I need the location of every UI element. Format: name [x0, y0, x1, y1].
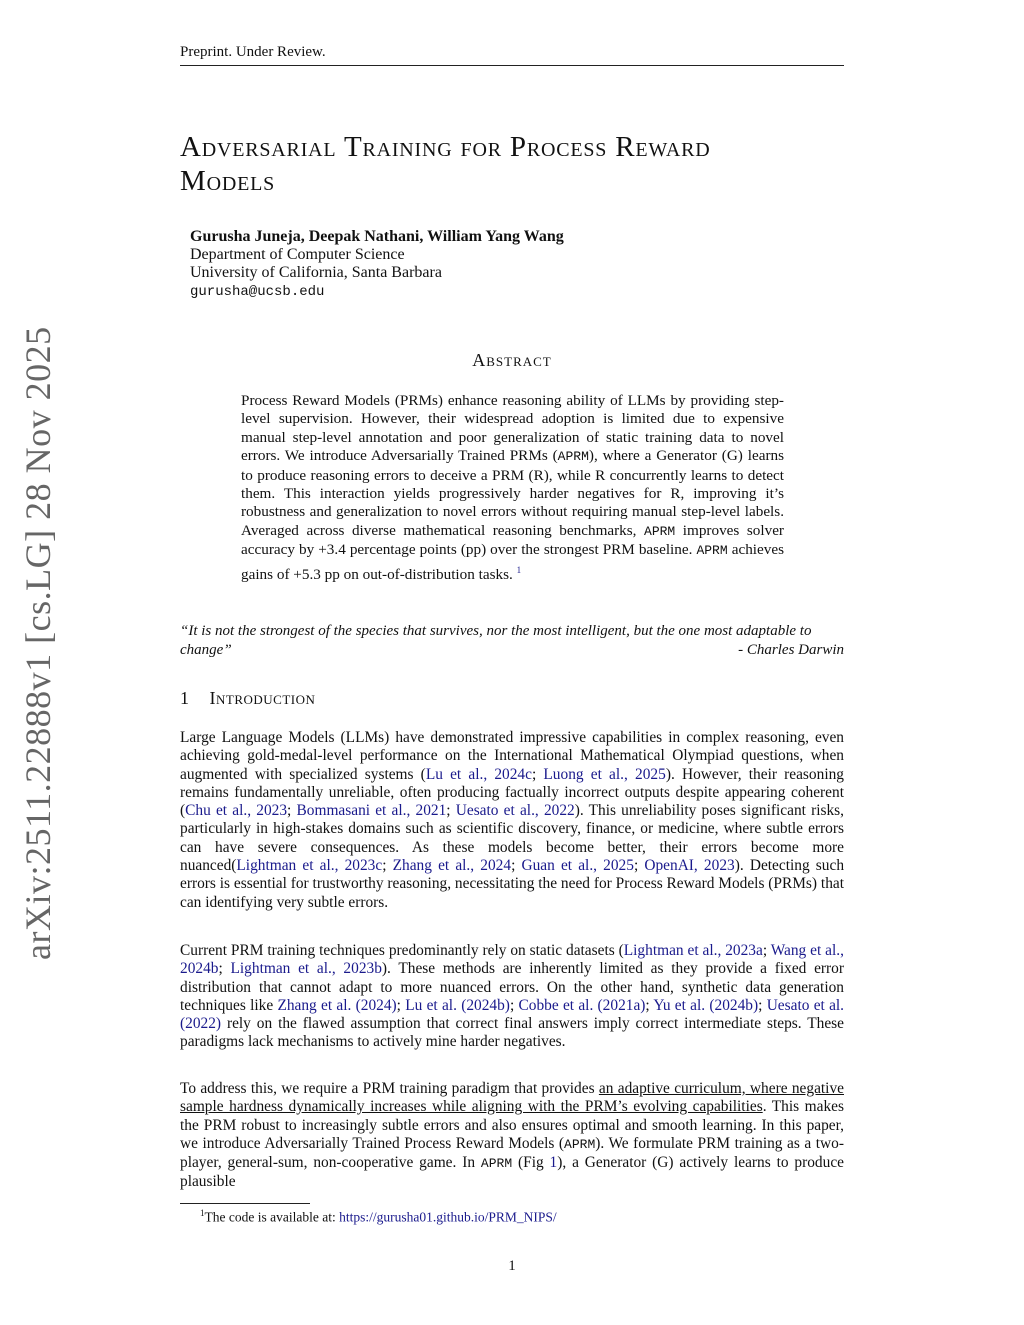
citation-link[interactable]: Luong et al., 2025	[543, 765, 666, 783]
citation-link[interactable]: Zhang et al., 2024	[392, 857, 512, 875]
citation-link[interactable]: Chu et al., 2023	[185, 802, 288, 820]
citation-link[interactable]: Zhang et al. (2024)	[277, 996, 397, 1014]
code-link[interactable]: https://gurusha01.github.io/PRM_NIPS/	[339, 1209, 557, 1225]
body-text: ). However, their reasoning remains fundamentally unreliable, often producing factually incorrect outputs despite appearing coherent (	[180, 765, 844, 820]
citation-link[interactable]: Lu et al., 2024c	[425, 765, 532, 783]
body-text: ;	[645, 996, 654, 1014]
citation-link[interactable]: Bommasani et al., 2021	[296, 802, 447, 820]
body-text: Current PRM training techniques predominantly rely on static datasets (	[180, 942, 624, 959]
body-text: ;	[531, 765, 544, 783]
author-list: Gurusha Juneja, Deepak Nathani, William Yang Wang	[190, 228, 564, 245]
body-text: ;	[382, 857, 393, 875]
intro-paragraph-3	[180, 1080, 844, 1192]
running-header: Preprint. Under Review.	[180, 44, 326, 60]
abstract-text-2: ), where a Generator (G) learns to produce reasoning errors to deceive a PRM (R), while R concurrently learns to detect them. This interaction yields progressively harder negatives for R, improving it’s robustness and generalization to novel errors without requiring manual step-level labels. Averaged across diverse mathematical reasoning benchmarks,	[241, 447, 784, 539]
intro-paragraph-1	[180, 729, 844, 912]
citation-link[interactable]: Lightman et al., 2023c	[236, 857, 383, 875]
underlined-text: an adaptive curriculum, where negative sample hardness dynamically increases while aligning with the PRM’s evolving capabilities	[180, 1080, 844, 1116]
affiliation-university: University of California, Santa Barbara	[190, 264, 442, 281]
body-text: ;	[446, 802, 456, 820]
citation-link[interactable]: Guan et al., 2025	[521, 857, 634, 875]
affiliation-department: Department of Computer Science	[190, 246, 405, 263]
author-email[interactable]: gurusha@ucsb.edu	[190, 284, 325, 300]
citation-link[interactable]: OpenAI, 2023	[644, 857, 735, 875]
citation-link[interactable]: Yu et al. (2024b)	[653, 996, 759, 1014]
section-title: Introduction	[209, 688, 316, 708]
aprm-token: APRM	[480, 1156, 513, 1172]
abstract-text-1: Process Reward Models (PRMs) enhance reasoning ability of LLMs by providing step-level supervision. However, their widespread adoption is limited due to expensive manual step-level annotation and poor generalization of static training data to novel errors. We introduce Adversarially Trained PRMs (	[241, 392, 784, 465]
epigraph-text: “It is not the strongest of the species that survives, nor the most intelligent, but the one most adaptable to change”	[180, 623, 812, 658]
body-text: Large Language Models (LLMs) have demonstrated impressive capabilities in complex reasoning, even achieving gold-medal-level performance on the International Mathematical Olympiad questions, when augmented with specialized systems (	[180, 729, 844, 783]
body-text: rely on the flawed assumption that correct final answers imply correct intermediate steps. These paradigms lack mechanisms to actively mine harder negatives.	[180, 1015, 844, 1051]
body-text: To address this, we require a PRM training paradigm that provides	[180, 1080, 599, 1097]
section-heading	[180, 688, 315, 709]
body-text: ;	[633, 857, 645, 875]
arxiv-stamp: arXiv:2511.22888v1 [cs.LG] 28 Nov 2025	[18, 326, 58, 960]
body-text: . This makes the PRM robust to increasingly subtle errors and also ensures optimal and smooth learning. In this paper, we introduce Adversarially Trained Process Reward Models (	[180, 1098, 844, 1152]
aprm-token: APRM	[696, 543, 728, 559]
citation-link[interactable]: Cobbe et al. (2021a)	[518, 996, 646, 1014]
abstract-heading: Abstract	[472, 350, 552, 370]
body-text: ;	[218, 960, 231, 978]
citation-link[interactable]: Lu et al. (2024b)	[405, 996, 510, 1014]
body-text: (Fig	[512, 1154, 550, 1172]
citation-link[interactable]: Wang et al., 2024b	[180, 942, 844, 978]
abstract-text-3: improves solver accuracy by +3.4 percentage points (pp) over the strongest PRM baseline.	[241, 521, 784, 559]
title-line-2: Models	[180, 165, 276, 197]
body-text: ). These methods are inherently limited as they provide a fixed error distribution that cannot adapt to more nuanced errors. On the other hand, synthetic data generation techniques like	[180, 960, 844, 1014]
citation-link[interactable]: Lightman et al., 2023b	[230, 960, 382, 978]
epigraph-attribution: - Charles Darwin	[738, 641, 844, 658]
body-text: ). Detecting such errors is essential for trustworthy reasoning, necessitating the need for Process Reward Models (PRMs) that can identifying very subtle errors.	[180, 857, 845, 911]
abstract-body	[241, 392, 784, 584]
epigraph	[180, 622, 844, 659]
footnote-marker[interactable]: 1	[516, 564, 522, 575]
paper-title	[180, 130, 850, 198]
body-text: ;	[511, 857, 522, 875]
body-text: ;	[758, 996, 767, 1014]
section-number: 1	[180, 688, 190, 708]
citation-link[interactable]: 1	[549, 1154, 558, 1172]
body-text: ;	[287, 802, 297, 820]
citation-link[interactable]: Uesato et al. (2022)	[180, 996, 845, 1033]
abstract-text-4: achieves gains of +5.3 pp on out-of-distribution tasks.	[241, 541, 785, 583]
body-text: ), a Generator (G) actively learns to produce plausible	[180, 1154, 844, 1191]
body-text: ). We formulate PRM training as a two-player, general-sum, non-cooperative game. In	[180, 1134, 844, 1172]
body-text: ). This unreliability poses significant risks, particularly in high-stakes domains such as scientific discovery, finance, or medicine, where subtle errors can have severe consequences. As these models become better, their errors become more nuanced(	[180, 802, 845, 875]
citation-link[interactable]: Uesato et al., 2022	[455, 802, 575, 820]
footnote	[200, 1208, 557, 1226]
footnote-number: 1	[200, 1208, 205, 1218]
intro-paragraph-2	[180, 942, 844, 1052]
header-rule	[180, 65, 844, 66]
aprm-token: APRM	[564, 1136, 596, 1152]
page-number: 1	[508, 1258, 516, 1274]
body-text: ;	[509, 996, 519, 1014]
aprm-token: APRM	[557, 449, 589, 465]
footnote-rule	[180, 1203, 310, 1204]
body-text: ;	[762, 942, 771, 959]
aprm-token: APRM	[644, 523, 676, 539]
footnote-text: The code is available at:	[204, 1209, 340, 1225]
title-line-1: Adversarial Training for Process Reward	[180, 131, 711, 163]
citation-link[interactable]: Lightman et al., 2023a	[623, 942, 763, 959]
body-text: ;	[396, 996, 406, 1014]
